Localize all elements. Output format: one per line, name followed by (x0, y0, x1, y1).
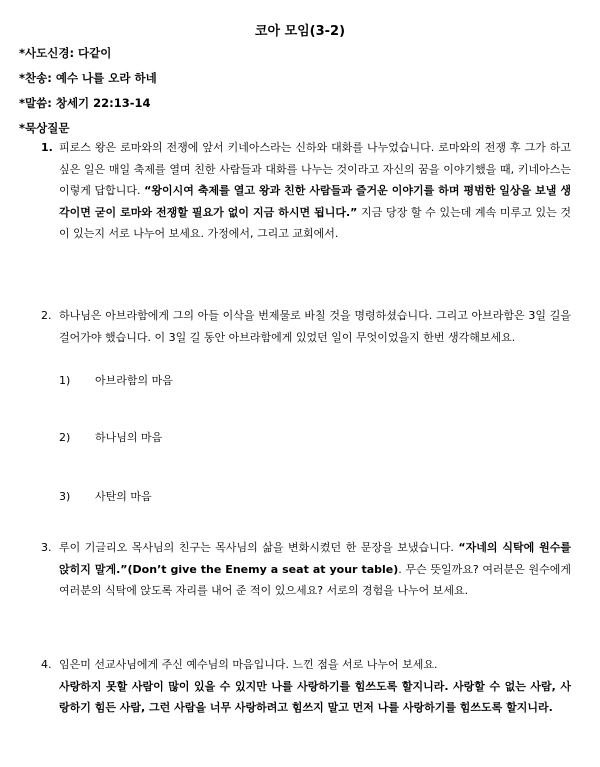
question-number: 3. (41, 541, 52, 554)
question-quote: “왕이시여 축제를 열고 왕과 친한 사람들과 즐거운 이야기를 하며 평범한 일상을 보낼 생각이면 굳이 로마와 전쟁할 필요가 없이 지금 하시면 됩니다.” (59, 184, 572, 219)
question-number: 1. (41, 141, 53, 154)
question-text: 피로스 왕은 로마와의 전쟁에 앞서 키네아스라는 신하와 대화를 나누었습니다. 로마와의 전쟁 후 그가 하고 싶은 일은 매일 축제를 열며 친한 사람들과 대화를 나누는 것이라고 자신의 꿈을 이야기했을 때, 키네아스는 이렇게 답합니다. (59, 141, 571, 197)
hymn-line: *찬송: 예수 나를 오라 하네 (19, 71, 157, 85)
question-text-continued: . 무슨 뜻일까요? 여러분은 원수에게 여러분의 식탁에 앉도록 자리를 내어 준 적이 있으세요? 서로의 경험을 나누어 보세요. (59, 562, 572, 597)
question-body (59, 537, 571, 602)
meditation-questions-heading: *묵상질문 (19, 121, 70, 135)
question-text: 하나님은 아브라함에게 그의 아들 이삭을 번제물로 바칠 것을 명령하셨습니다. 그리고 아브라함은 3일 길을 걸어가야 했습니다. 이 3일 길 동안 아브라함에게 있었던 일이 무엇이었을지 한번 생각해보세요. (59, 309, 571, 344)
question-3 (41, 537, 571, 602)
subitem-satan (59, 488, 152, 504)
question-body (59, 654, 571, 719)
question-text: 임은미 선교사님에게 주신 예수님의 마음입니다. 느낀 점을 서로 나누어 보세요. (59, 658, 438, 671)
question-1 (41, 137, 571, 245)
subitem-label: 아브라함의 마음 (95, 374, 173, 387)
subitem-label: 하나님의 마음 (95, 431, 163, 444)
subitem-god (59, 429, 162, 445)
subitem-abraham (59, 372, 173, 388)
subitem-label: 사탄의 마음 (95, 490, 152, 503)
page-title: 코아 모임(3-2) (254, 24, 346, 39)
subitem-number: 2) (59, 431, 71, 444)
question-4 (41, 654, 571, 719)
question-number: 4. (41, 658, 52, 671)
question-quote: “자네의 식탁에 원수를 앉히지 말게.”(Don’t give the Enemy a seat at your table) (59, 541, 571, 576)
question-text-continued: 지금 당장 할 수 있는데 계속 미루고 있는 것이 있는지 서로 나누어 보세요. 가정에서, 그리고 교회에서. (59, 205, 571, 240)
question-body (59, 137, 571, 245)
question-quote: 사랑하지 못할 사람이 많이 있을 수 있지만 나를 사랑하기를 힘쓰도록 할지니라. 사랑할 수 없는 사람, 사랑하기 힘든 사람, 그런 사람을 너무 사랑하려고 힘쓰지 말고 먼저 나를 사랑하기를 힘쓰도록 할지니라. (59, 679, 571, 714)
subitem-number: 3) (59, 490, 71, 503)
question-number: 2. (41, 309, 52, 322)
apostles-creed-line: *사도신경: 다같이 (19, 46, 112, 60)
question-2 (41, 305, 571, 348)
subitem-number: 1) (59, 374, 71, 387)
scripture-line: *말씀: 창세기 22:13-14 (19, 96, 151, 110)
question-text: 루이 기글리오 목사님의 친구는 목사님의 삶을 변화시켰던 한 문장을 보냈습니다. (59, 541, 459, 554)
